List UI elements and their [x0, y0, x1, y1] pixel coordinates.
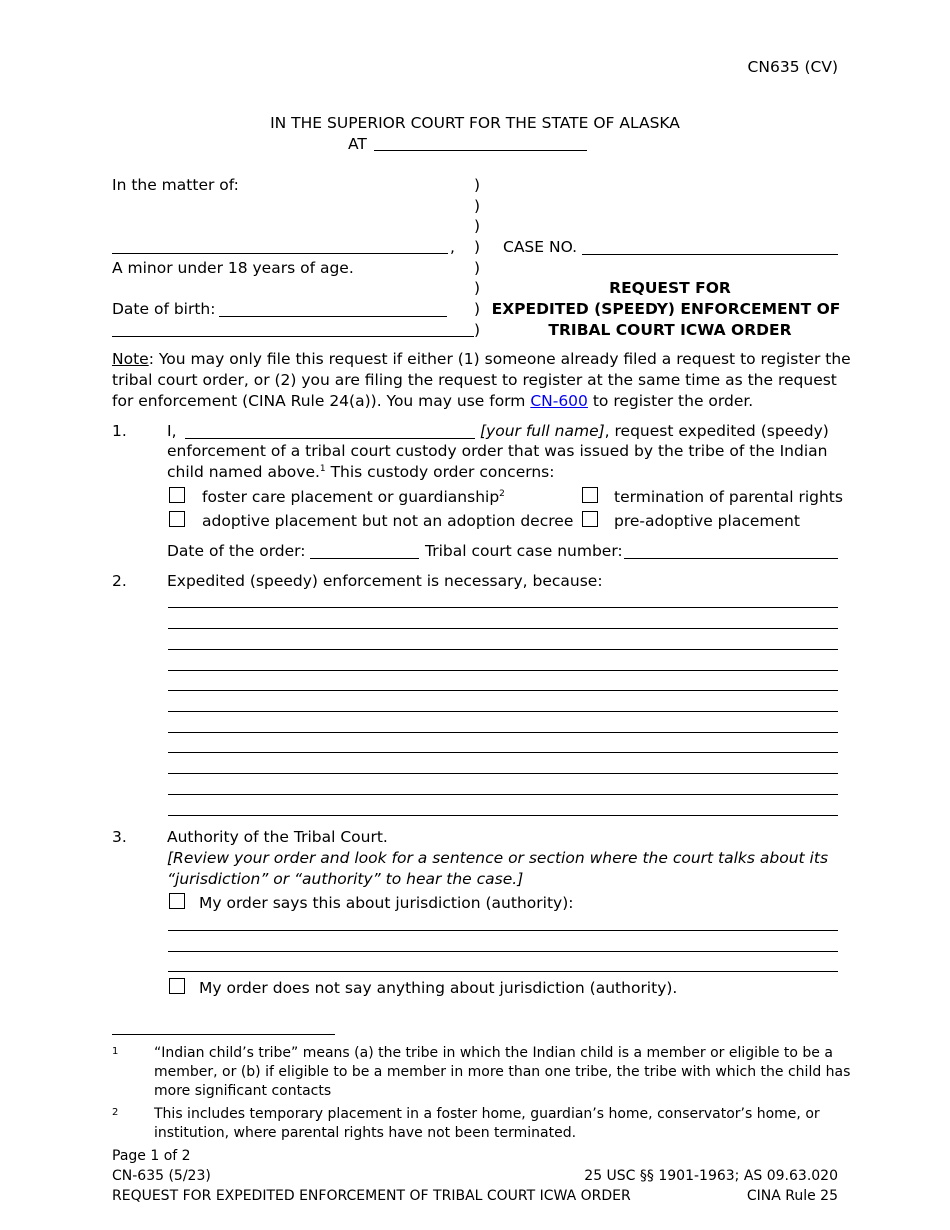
court-location-label: AT [348, 135, 367, 153]
reason-line[interactable] [168, 690, 838, 691]
full-name-field[interactable] [185, 438, 475, 439]
caption-paren: ) [474, 321, 481, 339]
dob-field[interactable] [219, 316, 447, 317]
form-title-line3: TRIBAL COURT ICWA ORDER [548, 321, 792, 339]
rule-reference: CINA Rule 25 [746, 1188, 838, 1204]
termination-label: termination of parental rights [614, 488, 843, 506]
order-not-say-checkbox[interactable] [169, 978, 185, 994]
order-date-label: Date of the order: [167, 542, 306, 560]
item3-instruction-line2: “jurisdiction” or “authority” to hear the case.] [167, 870, 524, 888]
statute-reference: 25 USC §§ 1901-1963; AS 09.63.020 [584, 1168, 838, 1184]
form-code: CN635 (CV) [747, 58, 838, 76]
tribal-case-label: Tribal court case number: [425, 542, 623, 560]
item3-title: Authority of the Tribal Court. [167, 828, 388, 846]
jurisdiction-line[interactable] [168, 971, 838, 972]
reason-line[interactable] [168, 649, 838, 650]
item1-line1: [your full name], request expedited (speedy) [480, 422, 829, 440]
form-title-line1: REQUEST FOR [609, 279, 731, 297]
termination-checkbox[interactable] [582, 487, 598, 503]
footnote2-line1: This includes temporary placement in a foster home, guardian’s home, conservator’s home, or [154, 1106, 820, 1122]
caption-paren: ) [474, 217, 481, 235]
order-says-label: My order says this about jurisdiction (authority): [199, 894, 574, 912]
footnote2-line2: institution, where parental rights have not been terminated. [154, 1125, 577, 1141]
caption-paren: ) [474, 176, 481, 194]
reason-line[interactable] [168, 794, 838, 795]
your-full-name-hint: [your full name] [480, 422, 605, 440]
reason-line[interactable] [168, 607, 838, 608]
note-line1: Note: You may only file this request if either (1) someone already filed a request to register the [112, 350, 851, 368]
case-no-field[interactable] [582, 254, 838, 255]
foster-care-checkbox[interactable] [169, 487, 185, 503]
pre-adoptive-checkbox[interactable] [582, 511, 598, 527]
jurisdiction-line[interactable] [168, 930, 838, 931]
reason-line[interactable] [168, 628, 838, 629]
footer-form-title: REQUEST FOR EXPEDITED ENFORCEMENT OF TRIBAL COURT ICWA ORDER [112, 1188, 631, 1204]
caption-paren: ) [474, 197, 481, 215]
order-date-field[interactable] [310, 558, 419, 559]
footnote1-line1: “Indian child’s tribe” means (a) the tribe in which the Indian child is a member or eligible to be a [154, 1045, 833, 1061]
item1-line2: enforcement of a tribal court custody order that was issued by the tribe of the Indian [167, 442, 828, 460]
footnote-ref-2: 2 [499, 489, 505, 499]
footnote1-line3: more significant contacts [154, 1083, 332, 1099]
court-location-field[interactable] [374, 150, 587, 151]
page-number: Page 1 of 2 [112, 1148, 191, 1164]
adoptive-checkbox[interactable] [169, 511, 185, 527]
case-no-label: CASE NO. [503, 238, 578, 256]
caption-comma: , [450, 238, 455, 256]
note-label: Note [112, 350, 149, 368]
item1-line3: child named above.$^1$ This custody order concerns: [167, 463, 555, 481]
reason-line[interactable] [168, 773, 838, 774]
minor-name-field[interactable] [112, 253, 448, 254]
note-line3: for enforcement (CINA Rule 24(a)). You may use form CN-600 to register the order. [112, 392, 754, 410]
caption-paren: ) [474, 238, 481, 256]
item2-number: 2. [112, 572, 127, 590]
order-not-say-label: My order does not say anything about jurisdiction (authority). [199, 979, 678, 997]
order-says-checkbox[interactable] [169, 893, 185, 909]
item3-instruction-line1: [Review your order and look for a sentence or section where the court talks about its [167, 849, 829, 867]
footnote1-number: 1 [112, 1046, 119, 1057]
reason-line[interactable] [168, 752, 838, 753]
footnote-separator [112, 1034, 335, 1035]
form-title-line2: EXPEDITED (SPEEDY) ENFORCEMENT OF [491, 300, 841, 318]
caption-paren: ) [474, 300, 481, 318]
item3-number: 3. [112, 828, 127, 846]
footnote-ref-1: 1 [319, 464, 326, 474]
minor-text: A minor under 18 years of age. [112, 259, 354, 277]
caption-paren: ) [474, 279, 481, 297]
item2-text: Expedited (speedy) enforcement is necessary, because: [167, 572, 603, 590]
reason-line[interactable] [168, 711, 838, 712]
footnote2-number: 2 [112, 1107, 119, 1118]
dob-label: Date of birth: [112, 300, 216, 318]
form-revision: CN-635 (5/23) [112, 1168, 211, 1184]
caption-bottom-line [112, 336, 474, 337]
note-line2: tribal court order, or (2) you are filing the request to register at the same time as the request [112, 371, 837, 389]
pre-adoptive-label: pre-adoptive placement [614, 512, 800, 530]
reason-line[interactable] [168, 732, 838, 733]
in-matter-of-label: In the matter of: [112, 176, 239, 194]
cn600-link[interactable]: CN-600 [530, 392, 588, 410]
foster-care-label: foster care placement or guardianship$^2$ [202, 488, 505, 506]
item1-number: 1. [112, 422, 127, 440]
caption-paren: ) [474, 259, 481, 277]
item1-i-label: I, [167, 422, 177, 440]
reason-line[interactable] [168, 815, 838, 816]
reason-line[interactable] [168, 670, 838, 671]
footnote1-line2: member, or (b) if eligible to be a member in more than one tribe, the tribe with which the child has [154, 1064, 851, 1080]
jurisdiction-line[interactable] [168, 951, 838, 952]
tribal-case-field[interactable] [624, 558, 838, 559]
court-heading: IN THE SUPERIOR COURT FOR THE STATE OF ALASKA [270, 114, 680, 132]
adoptive-label: adoptive placement but not an adoption decree [202, 512, 574, 530]
